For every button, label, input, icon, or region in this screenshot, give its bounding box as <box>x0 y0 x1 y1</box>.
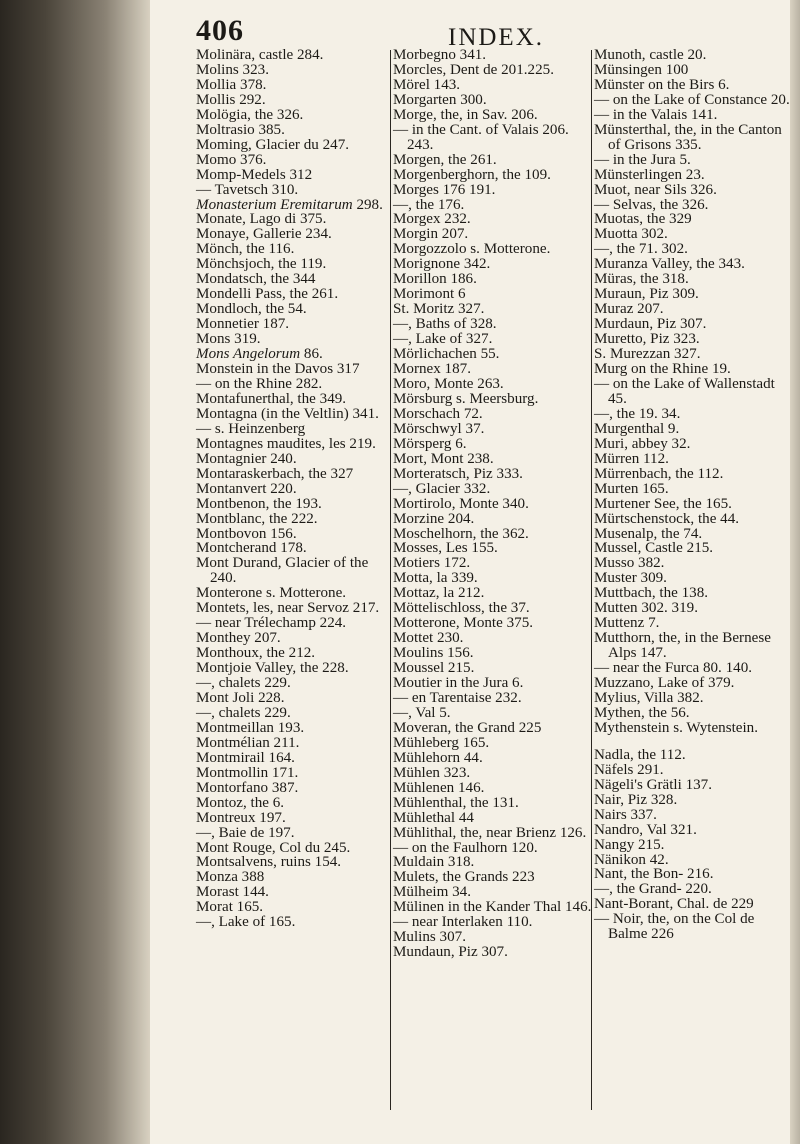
index-entry: Morgin 207. <box>393 226 469 243</box>
index-entry: Mylius, Villa 382. <box>594 689 704 706</box>
index-entry: Mühlethal 44 <box>393 809 474 826</box>
index-entry: Monnetier 187. <box>196 316 290 333</box>
index-entry: Nangy 215. <box>594 836 665 853</box>
index-entry: Moulins 156. <box>393 645 474 662</box>
index-entry: Moming, Glacier du 247. <box>196 136 350 153</box>
index-entry: Montmélian 211. <box>196 734 300 751</box>
index-entry: Mulets, the Grands 223 <box>393 869 535 886</box>
index-entry: Morzine 204. <box>393 510 475 527</box>
index-entry: Montcherand 178. <box>196 540 307 557</box>
index-entry: Murtener See, the 165. <box>594 495 732 512</box>
index-entry: Morimont 6 <box>393 286 466 303</box>
index-entry: Monza 388 <box>196 869 265 886</box>
index-entry: Molinära, castle 284. <box>196 47 324 63</box>
index-entry: Mürren 112. <box>594 450 669 467</box>
index-entry: Morge, the, in Sav. 206. <box>393 106 538 123</box>
index-entry: Muraz 207. <box>594 301 664 318</box>
index-entry: Montagnier 240. <box>196 450 297 467</box>
index-entry: Morillon 186. <box>393 271 477 288</box>
index-entry: Münster on the Birs 6. <box>594 76 730 93</box>
index-entry: Mondelli Pass, the 261. <box>196 286 339 303</box>
index-entry: Mülinen in the Kander Thal 146. <box>393 899 592 916</box>
index-entry: Nänikon 42. <box>594 851 669 868</box>
index-entry: Mörel 143. <box>393 76 461 93</box>
index-entry: Mutten 302. 319. <box>594 600 698 617</box>
index-entry: Muot, near Sils 326. <box>594 181 717 198</box>
index-entry: Munoth, castle 20. <box>594 47 707 63</box>
index-entry: Nant-Borant, Chal. de 229 <box>594 896 754 913</box>
index-entry: —, Lake of 165. <box>196 914 296 931</box>
index-entry: Muotas, the 329 <box>594 211 692 228</box>
index-entry: Mons Angelorum 86. <box>196 346 323 363</box>
index-entry: — in the Cant. of Valais 206. 243. <box>393 121 569 153</box>
index-entry: Morgenberghorn, the 109. <box>393 166 551 183</box>
index-entry: Mont Joli 228. <box>196 689 285 706</box>
index-entry: Mont Durand, Glacier of the 240. <box>196 555 369 587</box>
index-entry: Montmeillan 193. <box>196 719 305 736</box>
index-entry: Mort, Mont 238. <box>393 450 494 467</box>
index-entry: Montets, les, near Servoz 217. <box>196 600 380 617</box>
index-entry: — Selvas, the 326. <box>594 196 709 213</box>
index-entry: Mortirolo, Monte 340. <box>393 495 529 512</box>
index-entry: Montoz, the 6. <box>196 794 285 811</box>
index-entry: Muldain 318. <box>393 854 475 871</box>
index-entry: Montorfano 387. <box>196 779 299 796</box>
index-entry: — in the Jura 5. <box>594 151 691 168</box>
index-entry: Molins 323. <box>196 61 269 78</box>
index-entry: Montmollin 171. <box>196 764 299 781</box>
index-entry: Mollia 378. <box>196 76 267 93</box>
index-entry: Münsingen 100 <box>594 61 689 78</box>
index-entry: Nandro, Val 321. <box>594 821 697 838</box>
index-entry: — on the Rhine 282. <box>196 375 323 392</box>
index-entry: Murgenthal 9. <box>594 420 680 437</box>
index-entry: Mühlenthal, the 131. <box>393 794 519 811</box>
index-entry: Muttenz 7. <box>594 615 660 632</box>
index-entry: Moveran, the Grand 225 <box>393 719 542 736</box>
index-entry: Morteratsch, Piz 333. <box>393 465 523 482</box>
index-entry: Muri, abbey 32. <box>594 435 691 452</box>
index-entry: —, the 19. 34. <box>594 405 681 422</box>
index-entry: Morgex 232. <box>393 211 471 228</box>
index-entry: Mühlithal, the, near Brienz 126. <box>393 824 587 841</box>
index-entry: Mürtschenstock, the 44. <box>594 510 740 527</box>
index-entry: Muster 309. <box>594 570 667 587</box>
index-entry: Mörsperg 6. <box>393 435 467 452</box>
index-entry: Morcles, Dent de 201.225. <box>393 61 554 78</box>
index-entry: Montmirail 164. <box>196 749 295 766</box>
index-entry: — on the Lake of Wallenstadt 45. <box>594 375 775 407</box>
index-entry: Müras, the 318. <box>594 271 689 288</box>
index-entry: Monaye, Gallerie 234. <box>196 226 332 243</box>
index-entry: Mythen, the 56. <box>594 704 690 721</box>
index-entry: Muttbach, the 138. <box>594 585 709 602</box>
italic-term: Mons Angelorum <box>196 346 301 363</box>
index-entry: Moschelhorn, the 362. <box>393 525 529 542</box>
index-entry: —, Baie de 197. <box>196 824 295 841</box>
index-entry: — en Tarentaise 232. <box>393 689 522 706</box>
index-entry: Möttelischloss, the 37. <box>393 600 530 617</box>
index-column-1 <box>196 48 386 930</box>
index-entry: — near the Furca 80. 140. <box>594 660 753 677</box>
index-entry: Monasterium Eremitarum 298. <box>196 196 383 213</box>
index-entry: Mülheim 34. <box>393 884 471 901</box>
index-entry: Moussel 215. <box>393 660 475 677</box>
index-entry: Mörschwyl 37. <box>393 420 485 437</box>
index-entry: Morignone 342. <box>393 256 491 273</box>
index-entry: Morast 144. <box>196 884 269 901</box>
index-entry: Motiers 172. <box>393 555 471 572</box>
index-entry: Morgozzolo s. Motterone. <box>393 241 551 258</box>
index-entry: Montjoie Valley, the 228. <box>196 660 349 677</box>
index-entry: — Noir, the, on the Col de Balme 226 <box>594 911 755 943</box>
index-entry: Montbenon, the 193. <box>196 495 322 512</box>
index-entry: —, Glacier 332. <box>393 480 491 497</box>
index-entry: Morbegno 341. <box>393 47 487 63</box>
index-column-3 <box>594 48 794 942</box>
index-entry: Mondatsch, the 344 <box>196 271 316 288</box>
column-rule-left <box>390 50 391 1110</box>
index-entry: Mühlehorn 44. <box>393 749 483 766</box>
index-entry: — on the Faulhorn 120. <box>393 839 538 856</box>
index-entry: Monthoux, the 212. <box>196 645 316 662</box>
index-entry: —, the Grand- 220. <box>594 881 712 898</box>
index-entry: Näfels 291. <box>594 761 664 778</box>
index-entry: —, Lake of 327. <box>393 331 493 348</box>
index-entry: Mürrenbach, the 112. <box>594 465 724 482</box>
index-entry: Mühlenen 146. <box>393 779 485 796</box>
index-entry: — in the Valais 141. <box>594 106 718 123</box>
index-entry: St. Moritz 327. <box>393 301 485 318</box>
index-entry: Musenalp, the 74. <box>594 525 703 542</box>
index-entry: Münsterlingen 23. <box>594 166 705 183</box>
index-entry: Muretto, Piz 323. <box>594 331 700 348</box>
index-entry: Morges 176 191. <box>393 181 496 198</box>
index-entry: Montblanc, the 222. <box>196 510 318 527</box>
index-entry: Mönch, the 116. <box>196 241 295 258</box>
index-entry: Moltrasio 385. <box>196 121 285 138</box>
index-entry: — Tavetsch 310. <box>196 181 299 198</box>
index-entry: Mussel, Castle 215. <box>594 540 714 557</box>
italic-term: Monasterium Eremitarum <box>196 196 353 213</box>
index-entry: Mollis 292. <box>196 91 266 108</box>
index-entry: Murdaun, Piz 307. <box>594 316 707 333</box>
index-entry: Nägeli's Grätli 137. <box>594 776 712 793</box>
index-entry: — on the Lake of Constance 20. <box>594 91 790 108</box>
index-entry: Morat 165. <box>196 899 264 916</box>
index-entry: Momp-Medels 312 <box>196 166 313 183</box>
index-entry: Mörlichachen 55. <box>393 346 500 363</box>
index-entry: Monthey 207. <box>196 630 281 647</box>
index-entry: Moro, Monte 263. <box>393 375 504 392</box>
index-entry: Nant, the Bon- 216. <box>594 866 714 883</box>
index-entry: Montafunerthal, the 349. <box>196 390 347 407</box>
index-entry: Mühlen 323. <box>393 764 471 781</box>
index-entry: Mulins 307. <box>393 929 466 946</box>
index-entry: Mundaun, Piz 307. <box>393 944 508 961</box>
index-entry: Montsalvens, ruins 154. <box>196 854 342 871</box>
index-entry: Mottet 230. <box>393 630 464 647</box>
book-binding-shadow <box>0 0 150 1144</box>
index-entry: Mosses, Les 155. <box>393 540 498 557</box>
index-entry: Musso 382. <box>594 555 665 572</box>
index-entry: —, Val 5. <box>393 704 451 721</box>
index-entry: Mornex 187. <box>393 361 471 378</box>
index-entry: S. Murezzan 327. <box>594 346 701 363</box>
index-entry: — s. Heinzenberg <box>196 420 306 437</box>
index-entry: Nadla, the 112. <box>594 746 686 763</box>
index-entry: Motta, la 339. <box>393 570 478 587</box>
index-entry: Mühleberg 165. <box>393 734 490 751</box>
index-entry: Montanvert 220. <box>196 480 297 497</box>
index-entry: — near Interlaken 110. <box>393 914 533 931</box>
index-entry: —, the 176. <box>393 196 465 213</box>
index-entry: Morgarten 300. <box>393 91 487 108</box>
index-entry: Montagnes maudites, les 219. <box>196 435 376 452</box>
page-number: 406 <box>196 14 244 47</box>
index-entry: —, Baths of 328. <box>393 316 497 333</box>
index-entry: Mythenstein s. Wytenstein. <box>594 719 758 736</box>
index-entry: — near Trélechamp 224. <box>196 615 347 632</box>
index-entry: Molögia, the 326. <box>196 106 304 123</box>
index-entry: Mottaz, la 212. <box>393 585 485 602</box>
index-entry: Nairs 337. <box>594 806 657 823</box>
index-entry: Muraun, Piz 309. <box>594 286 699 303</box>
index-entry: Motterone, Monte 375. <box>393 615 534 632</box>
index-entry: Mont Rouge, Col du 245. <box>196 839 351 856</box>
index-entry: Monterone s. Motterone. <box>196 585 347 602</box>
index-column-2 <box>393 48 595 960</box>
index-entry: Mörsburg s. Meersburg. <box>393 390 539 407</box>
index-entry: Mondloch, the 54. <box>196 301 307 318</box>
index-entry: Nair, Piz 328. <box>594 791 678 808</box>
index-entry: Montagna (in the Veltlin) 341. <box>196 405 379 422</box>
index-entry: Muranza Valley, the 343. <box>594 256 745 273</box>
index-entry: —, chalets 229. <box>196 704 291 721</box>
index-entry: —, the 71. 302. <box>594 241 688 258</box>
index-entry: Monstein in the Davos 317 <box>196 361 360 378</box>
index-entry: Murten 165. <box>594 480 669 497</box>
index-entry: Mutthorn, the, in the Bernese Alps 147. <box>594 630 771 662</box>
index-entry: Montreux 197. <box>196 809 286 826</box>
index-entry: Montaraskerbach, the 327 <box>196 465 354 482</box>
index-entry: —, chalets 229. <box>196 675 291 692</box>
index-entry: Muzzano, Lake of 379. <box>594 675 735 692</box>
running-head: INDEX. <box>448 24 545 51</box>
index-entry: Moutier in the Jura 6. <box>393 675 524 692</box>
index-entry: Momo 376. <box>196 151 267 168</box>
index-entry: Mönchsjoch, the 119. <box>196 256 327 273</box>
index-entry: Murg on the Rhine 19. <box>594 361 731 378</box>
index-entry: Muotta 302. <box>594 226 668 243</box>
index-entry: Münsterthal, the, in the Canton of Grisons 335. <box>594 121 782 153</box>
index-entry: Mons 319. <box>196 331 261 348</box>
index-entry: Montbovon 156. <box>196 525 297 542</box>
index-entry: Morgen, the 261. <box>393 151 497 168</box>
index-entry: Monate, Lago di 375. <box>196 211 327 228</box>
index-entry: Morschach 72. <box>393 405 483 422</box>
